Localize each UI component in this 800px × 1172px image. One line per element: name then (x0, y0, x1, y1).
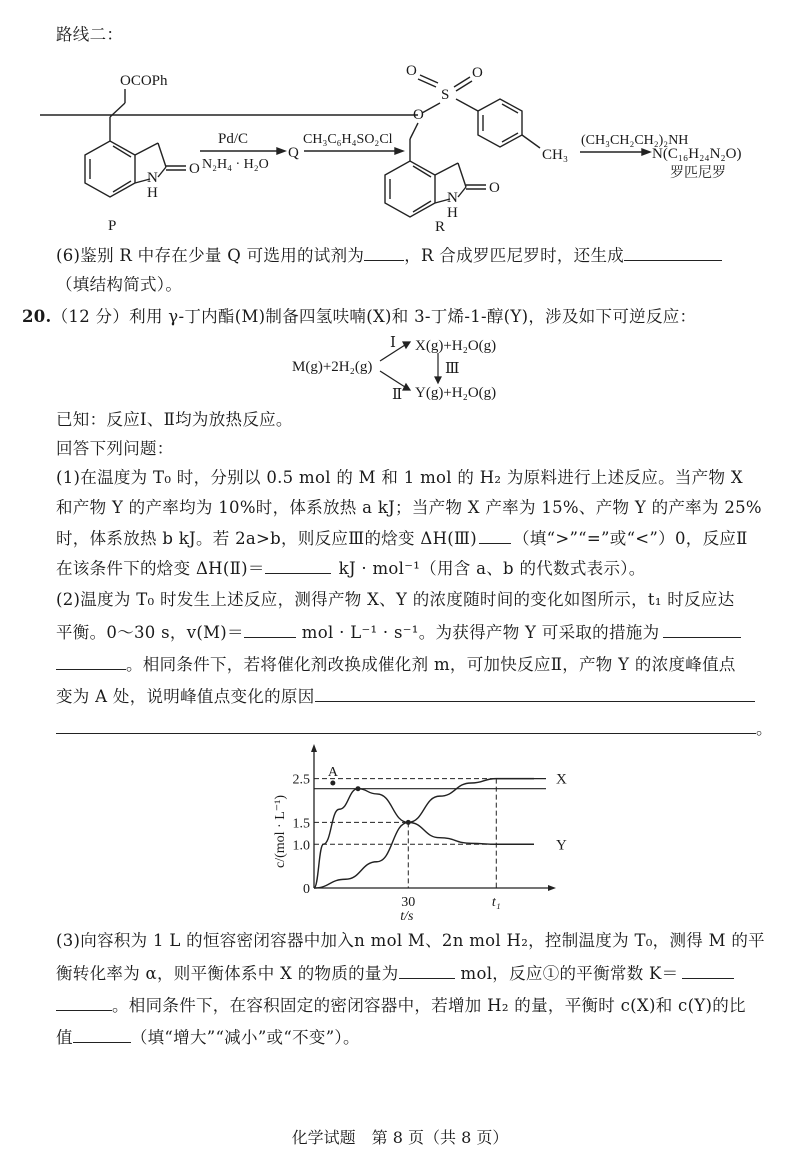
p2-line3-text: 。相同条件下，若将催化剂改换成催化剂 m，可加快反应Ⅱ，产物 Y 的浓度峰值点 (126, 655, 736, 674)
p1-line4 (56, 557, 646, 580)
step1-conditions: N₂H₄ · H₂O (202, 157, 269, 172)
p3-blank-k-b[interactable] (56, 994, 112, 1011)
step1-reagent: Pd/C (218, 131, 249, 147)
y-tick-label: 0 (303, 882, 310, 897)
r-nitrogen: N (447, 190, 458, 206)
p3-blank-k-a[interactable] (682, 962, 734, 979)
r-hydrogen: H (447, 205, 458, 221)
p3-line4-text-b: （填“增大”“减小”或“不变”）。 (130, 1028, 360, 1047)
y-axis-label: c/(mol · L⁻¹) (273, 794, 288, 868)
p1-blank-enthalpy[interactable] (265, 557, 331, 574)
r-sulfur: S (441, 87, 450, 103)
r-ester-oxygen: O (413, 107, 424, 123)
series-line-x (314, 779, 534, 888)
intersection-point (406, 820, 411, 825)
step3-reagent: (CH₃CH₂CH₂)₂NH (581, 133, 689, 148)
compound-p-structure (85, 89, 186, 197)
q20-intro: （12 分）利用 γ-丁内酯(M)制备四氢呋喃(X)和 3-丁烯-1-醇(Y)，涉及如下可逆反应： (51, 307, 697, 326)
p2-line2-text-b: mol · L⁻¹ · s⁻¹。为获得产物 Y 可采取的措施为 (301, 623, 660, 642)
compound-r-label: R (435, 219, 446, 235)
route-title: 路线二： (56, 25, 124, 44)
point-a-label: A (327, 765, 338, 780)
r-sulfonyl-oxygen-2: O (472, 65, 483, 81)
y-tick-label: 1.0 (292, 838, 310, 854)
reaction-label-ii: Ⅱ (392, 387, 403, 403)
p3-line2-text-a: 衡转化率为 α，则平衡体系中 X 的物质的量为 (56, 964, 399, 983)
p2-blank-measure-a[interactable] (663, 621, 741, 638)
x-tick-label: 30 (401, 895, 416, 910)
y-axis-arrow (311, 744, 317, 752)
p1-line4-text-a: 在该条件下的焓变 ΔH(Ⅱ)＝ (56, 559, 265, 578)
page-footer: 化学试题 第 8 页（共 8 页） (291, 1128, 509, 1147)
x-axis-arrow (548, 885, 556, 891)
r-carbonyl-oxygen: O (489, 180, 500, 196)
p3-line4-text-a: 值 (56, 1028, 73, 1047)
p2-line3 (56, 653, 736, 676)
concentration-time-chart (262, 742, 567, 924)
p-nitrogen: N (147, 170, 158, 186)
p2-line5 (56, 717, 773, 740)
p1-line4-text-b: kJ · mol⁻¹（用含 a、b 的代数式表示）。 (338, 559, 646, 578)
x-tick-label: t₁ (491, 895, 501, 910)
product-name: 罗匹尼罗 (670, 166, 726, 181)
peak-point (356, 786, 361, 791)
r-methyl: CH₃ (542, 147, 569, 163)
q6-blank-byproduct[interactable] (624, 244, 722, 261)
p2-line2 (56, 621, 741, 644)
p3-line3 (56, 994, 746, 1017)
series-label-y: Y (556, 837, 567, 854)
product-y: Y(g)+H₂O(g) (415, 385, 497, 401)
intermediate-q: Q (288, 145, 299, 161)
reaction-label-iii: Ⅲ (445, 361, 460, 377)
reaction-network (290, 333, 530, 403)
p1-line1: (1)在温度为 T₀ 时，分别以 0.5 mol 的 M 和 1 mol 的 H₂ 为原料进行上述反应。当产物 X (56, 468, 743, 487)
p3-line4 (56, 1026, 360, 1049)
q20-intro-line (22, 306, 696, 328)
p2-line4-text: 变为 A 处，说明峰值点变化的原因 (56, 687, 315, 706)
q6-line1 (56, 244, 722, 267)
known-condition: 已知：反应Ⅰ、Ⅱ均为放热反应。 (56, 410, 293, 429)
compound-p-label: P (108, 218, 117, 234)
product-x: X(g)+H₂O(g) (415, 338, 497, 354)
p2-line4 (56, 685, 755, 708)
product-formula: N(C₁₆H₂₄N₂O) (652, 146, 742, 162)
synthesis-scheme (40, 55, 780, 235)
p3-line3-text: 。相同条件下，在容积固定的密闭容器中，若增加 H₂ 的量，平衡时 c(X)和 c(Y)的比 (112, 996, 746, 1015)
p3-blank-ratio[interactable] (73, 1026, 131, 1043)
series-line-y (314, 789, 534, 888)
p1-line3-text-a: 时，体系放热 b kJ。若 2a>b，则反应Ⅲ的焓变 ΔH(Ⅲ) (56, 529, 477, 548)
r-sulfonyl-oxygen-1: O (406, 63, 417, 79)
p1-line2: 和产物 Y 的产率均为 10%时，体系放热 a kJ；当产物 X 产率为 15%、产物 Y 的产率为 25% (56, 498, 762, 517)
p-carbonyl-oxygen: O (189, 161, 200, 177)
p3-line1: (3)向容积为 1 L 的恒容密闭容器中加入n mol M、2n mol H₂，控制温度为 T₀，测得 M 的平 (56, 931, 765, 950)
q6-text-a: (6)鉴别 R 中存在少量 Q 可选用的试剂为 (56, 246, 365, 265)
p3-line2 (56, 962, 734, 985)
p2-blank-rate[interactable] (244, 621, 296, 638)
series-label-x: X (556, 771, 567, 788)
y-tick-label: 2.5 (292, 772, 310, 788)
answer-prompt: 回答下列问题： (56, 439, 174, 458)
p2-line2-text-a: 平衡。0～30 s，v(M)＝ (56, 623, 244, 642)
p3-line2-text-b: mol，反应①的平衡常数 K＝ (460, 964, 679, 983)
q6-text-b: ，R 合成罗匹尼罗时，还生成 (404, 246, 625, 265)
p2-blank-reason-b[interactable] (56, 717, 756, 734)
reaction-label-i: Ⅰ (390, 335, 396, 351)
p1-blank-sign[interactable] (479, 527, 511, 544)
p1-line3 (56, 527, 748, 550)
x-axis-label: t/s (400, 909, 414, 924)
p-substituent: OCOPh (120, 73, 168, 89)
q20-number: 20. (22, 307, 52, 326)
point-a (330, 781, 335, 786)
p2-blank-measure-b[interactable] (56, 653, 126, 670)
p1-line3-text-b: （填“>”“=”或“<”）0，反应Ⅱ (512, 529, 748, 548)
q6-blank-reagent[interactable] (364, 244, 404, 261)
y-tick-label: 1.5 (292, 816, 310, 832)
p2-line1: (2)温度为 T₀ 时发生上述反应，测得产物 X、Y 的浓度随时间的变化如图所示，t₁ 时反应达 (56, 590, 735, 609)
reactants: M(g)+2H₂(g) (292, 359, 373, 375)
p-hydrogen: H (147, 185, 158, 201)
step2-reagent: CH₃C₆H₄SO₂Cl (303, 132, 393, 147)
p2-blank-reason-a[interactable] (315, 685, 755, 702)
q6-line2: （填结构简式）。 (56, 275, 183, 294)
p3-blank-amount-x[interactable] (399, 962, 455, 979)
p2-line5-end: 。 (756, 719, 773, 738)
